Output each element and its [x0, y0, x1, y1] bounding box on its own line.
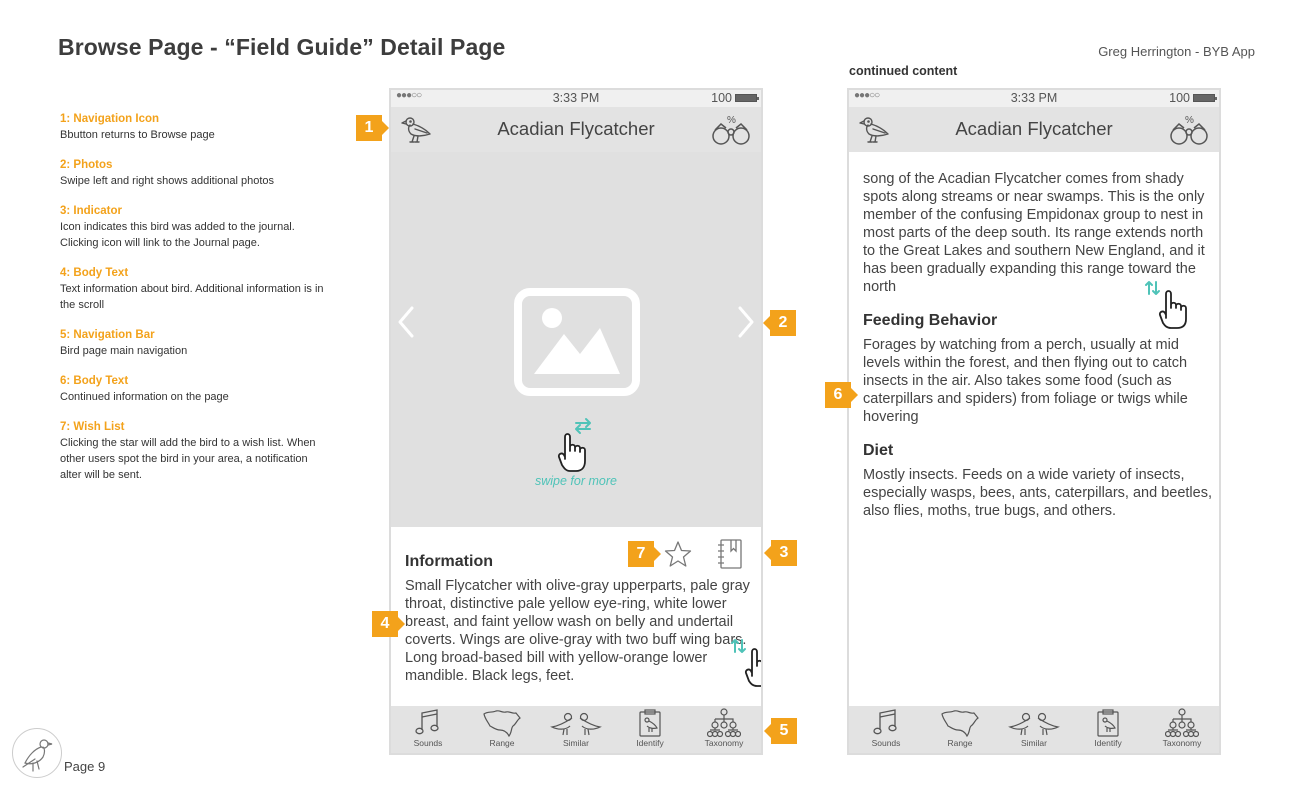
marker-5: 5 — [771, 718, 797, 744]
tab-label: Identify — [1094, 738, 1122, 748]
scroll-gesture-icon — [1145, 280, 1193, 335]
diet-text: Mostly insects. Feeds on a wide variety of insects, especially wasps, bees, ants, caterpillars, and beetles, also flies, moths, true bugs, and others. — [863, 467, 1212, 519]
page-number: Page 9 — [64, 759, 106, 774]
tab-label: Sounds — [871, 738, 901, 748]
battery-indicator — [711, 91, 757, 105]
note-body-text-continued — [60, 374, 330, 405]
note-title: 6: Body Text — [60, 375, 129, 387]
photo-placeholder-icon — [514, 288, 640, 401]
swipe-hint: swipe for more — [535, 474, 617, 488]
wish-list-star-icon[interactable] — [664, 540, 692, 573]
map-icon — [482, 708, 522, 738]
tab-label: Similar — [563, 738, 589, 748]
tab-label: Similar — [1021, 738, 1047, 748]
tab-label: Identify — [636, 738, 664, 748]
tab-label: Range — [947, 738, 973, 748]
tab-sounds[interactable] — [392, 708, 464, 748]
marker-6: 6 — [825, 382, 851, 408]
note-desc: Icon indicates this bird was added to the journal. Clicking icon will link to the Journal page. — [60, 221, 295, 249]
phone-detail-screen — [389, 88, 763, 755]
note-photos — [60, 158, 330, 189]
clipboard-bird-icon — [635, 708, 665, 738]
continued-body[interactable] — [849, 152, 1219, 706]
phone-continued-screen — [847, 88, 1221, 755]
next-photo-arrow[interactable] — [737, 306, 755, 343]
signal-indicator: ●●●○○ — [396, 90, 422, 101]
hierarchy-tree-icon — [707, 708, 741, 738]
note-title: 3: Indicator — [60, 205, 122, 217]
music-note-icon — [413, 708, 443, 738]
information-heading: Information — [405, 553, 493, 570]
note-body-text — [60, 266, 330, 313]
feeding-behavior-text: Forages by watching from a perch, usually at mid levels within the forest, and then flying out to catch insects in the air. Also takes some food (such as caterpillars and spiders) from foliage or twigs while hovering — [863, 337, 1188, 425]
tab-taxonomy[interactable] — [688, 708, 760, 748]
information-card — [391, 527, 761, 708]
annotation-notes — [60, 112, 330, 498]
tab-identify[interactable] — [614, 708, 686, 748]
music-note-icon — [871, 708, 901, 738]
author-label: Greg Herrington - BYB App — [1098, 44, 1255, 59]
status-bar — [391, 90, 761, 107]
battery-indicator — [1169, 91, 1215, 105]
swipe-gesture-icon — [556, 417, 596, 478]
tab-similar[interactable] — [998, 708, 1070, 748]
note-desc: Text information about bird. Additional information is in the scroll — [60, 283, 324, 311]
note-indicator — [60, 204, 330, 251]
scroll-gesture-icon — [731, 638, 763, 693]
note-navigation-bar — [60, 328, 330, 359]
status-time: 3:33 PM — [552, 91, 600, 105]
continued-intro-text: song of the Acadian Flycatcher comes from shady spots along streams or near swamps. This is the only member of the confusing Empidonax group to nest in most parts of the deep south. Its range extends north to the Great Lakes and southern New England, and it has been gradually expanding this range toward the north — [863, 171, 1205, 295]
tab-label: Range — [489, 738, 515, 748]
previous-photo-arrow[interactable] — [397, 306, 415, 343]
battery-icon — [1193, 94, 1215, 102]
tab-sounds[interactable] — [850, 708, 922, 748]
top-nav-bar — [849, 107, 1219, 152]
tab-taxonomy[interactable] — [1146, 708, 1218, 748]
bird-name-title: Acadian Flycatcher — [497, 118, 655, 139]
two-birds-icon — [1008, 708, 1060, 738]
bird-logo-icon — [12, 728, 62, 778]
note-title: 5: Navigation Bar — [60, 329, 155, 341]
tab-range[interactable] — [466, 708, 538, 748]
battery-level: 100 — [711, 91, 732, 105]
status-bar — [849, 90, 1219, 107]
svg-text:%: % — [727, 115, 736, 126]
tab-label: Taxonomy — [1162, 738, 1202, 748]
top-nav-bar — [391, 107, 761, 152]
journal-indicator-icon[interactable] — [717, 538, 743, 575]
signal-indicator: ●●●○○ — [854, 90, 880, 101]
note-title: 7: Wish List — [60, 421, 125, 433]
marker-1: 1 — [356, 115, 382, 141]
note-wish-list — [60, 420, 330, 483]
note-desc: Bbutton returns to Browse page — [60, 129, 215, 141]
bird-name-title: Acadian Flycatcher — [955, 118, 1113, 139]
tab-similar[interactable] — [540, 708, 612, 748]
two-birds-icon — [550, 708, 602, 738]
tab-identify[interactable] — [1072, 708, 1144, 748]
marker-7: 7 — [628, 541, 654, 567]
marker-2: 2 — [770, 310, 796, 336]
continued-content-label: continued content — [849, 64, 958, 78]
tab-label: Taxonomy — [704, 738, 744, 748]
clipboard-bird-icon — [1093, 708, 1123, 738]
note-desc: Bird page main navigation — [60, 345, 188, 357]
hierarchy-tree-icon — [1165, 708, 1199, 738]
note-navigation-icon — [60, 112, 330, 143]
battery-level: 100 — [1169, 91, 1190, 105]
information-body-text[interactable]: Small Flycatcher with olive-gray upperparts, pale gray throat, distinctive pale yellow eye-ring, white lower breast, and faint yellow wash on belly and undertail coverts. Wings are olive-gray with two buff wing bars. Long broad-based bill with yellow-orange lower mandible. Black legs, feet. — [405, 578, 750, 684]
binoculars-icon[interactable] — [710, 113, 752, 152]
note-desc: Clicking the star will add the bird to a wish list. When other users spot the bird in your area, a notification alter will be sent. — [60, 437, 316, 481]
bottom-nav-bar — [849, 706, 1219, 753]
binoculars-icon[interactable] — [1168, 113, 1210, 152]
marker-3: 3 — [771, 540, 797, 566]
note-title: 4: Body Text — [60, 267, 129, 279]
note-desc: Swipe left and right shows additional photos — [60, 175, 275, 187]
photo-carousel[interactable] — [391, 152, 761, 527]
status-time: 3:33 PM — [1010, 91, 1058, 105]
page-title: Browse Page - “Field Guide” Detail Page — [58, 34, 506, 60]
feeding-behavior-heading: Feeding Behavior — [863, 312, 998, 329]
svg-text:%: % — [1185, 115, 1194, 126]
bottom-nav-bar — [391, 706, 761, 753]
note-desc: Continued information on the page — [60, 391, 229, 403]
diet-heading: Diet — [863, 442, 894, 459]
map-icon — [940, 708, 980, 738]
tab-label: Sounds — [413, 738, 443, 748]
marker-4: 4 — [372, 611, 398, 637]
note-title: 2: Photos — [60, 159, 113, 171]
tab-range[interactable] — [924, 708, 996, 748]
note-title: 1: Navigation Icon — [60, 113, 160, 125]
battery-icon — [735, 94, 757, 102]
